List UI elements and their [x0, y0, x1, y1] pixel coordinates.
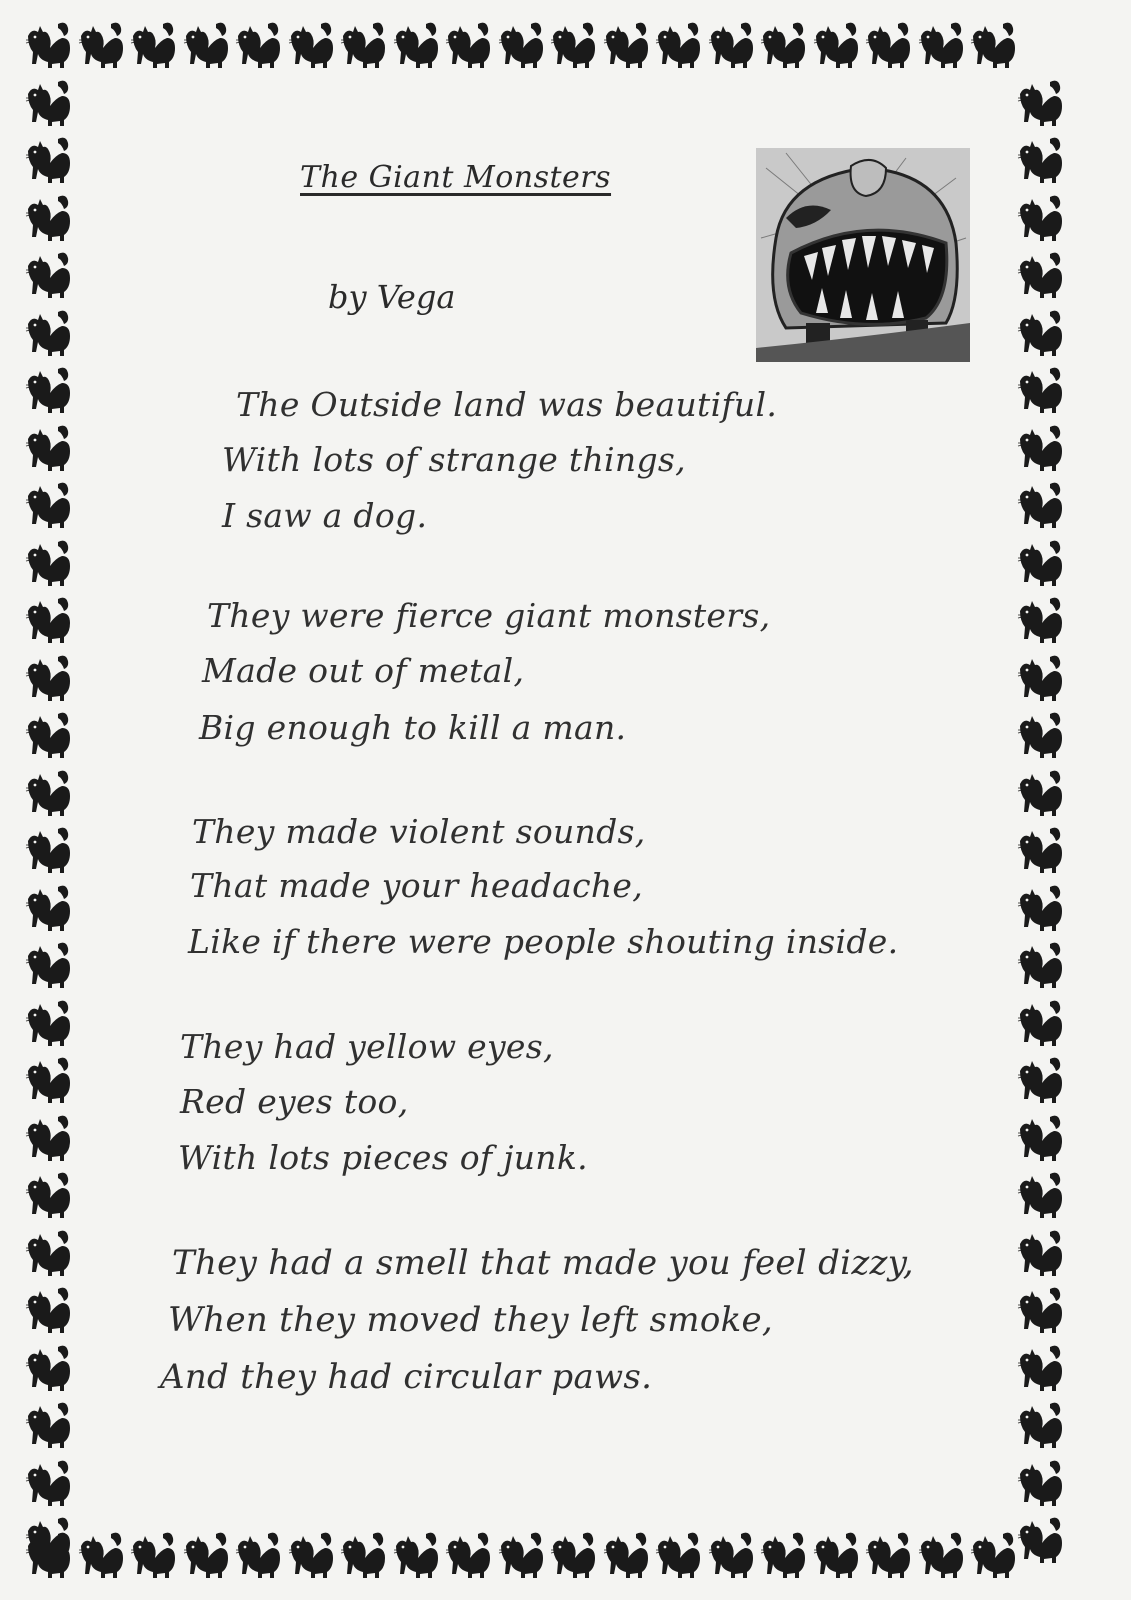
poem-title: The Giant Monsters: [300, 160, 612, 195]
poem-line: Big enough to kill a man.: [199, 708, 627, 747]
poem-line: When they moved they left smoke,: [168, 1300, 774, 1340]
poem-line: And they had circular paws.: [160, 1357, 653, 1397]
poem-line: With lots pieces of junk.: [178, 1138, 588, 1177]
poem-line: They made violent sounds,: [192, 812, 646, 851]
poem-line: That made your headache,: [190, 866, 644, 905]
poem-line: Red eyes too,: [180, 1082, 409, 1121]
poem-line: Like if there were people shouting inside.: [188, 922, 899, 961]
poem-author: by Vega: [328, 278, 456, 316]
poem-line: They were fierce giant monsters,: [207, 596, 771, 635]
poem-line: They had yellow eyes,: [180, 1027, 554, 1066]
poem-line: I saw a dog.: [222, 496, 428, 535]
poem-line: Made out of metal,: [202, 651, 525, 690]
poem-line: The Outside land was beautiful.: [236, 385, 778, 424]
poem-line: They had a smell that made you feel dizzy,: [172, 1243, 914, 1283]
poem-line: With lots of strange things,: [222, 440, 686, 479]
